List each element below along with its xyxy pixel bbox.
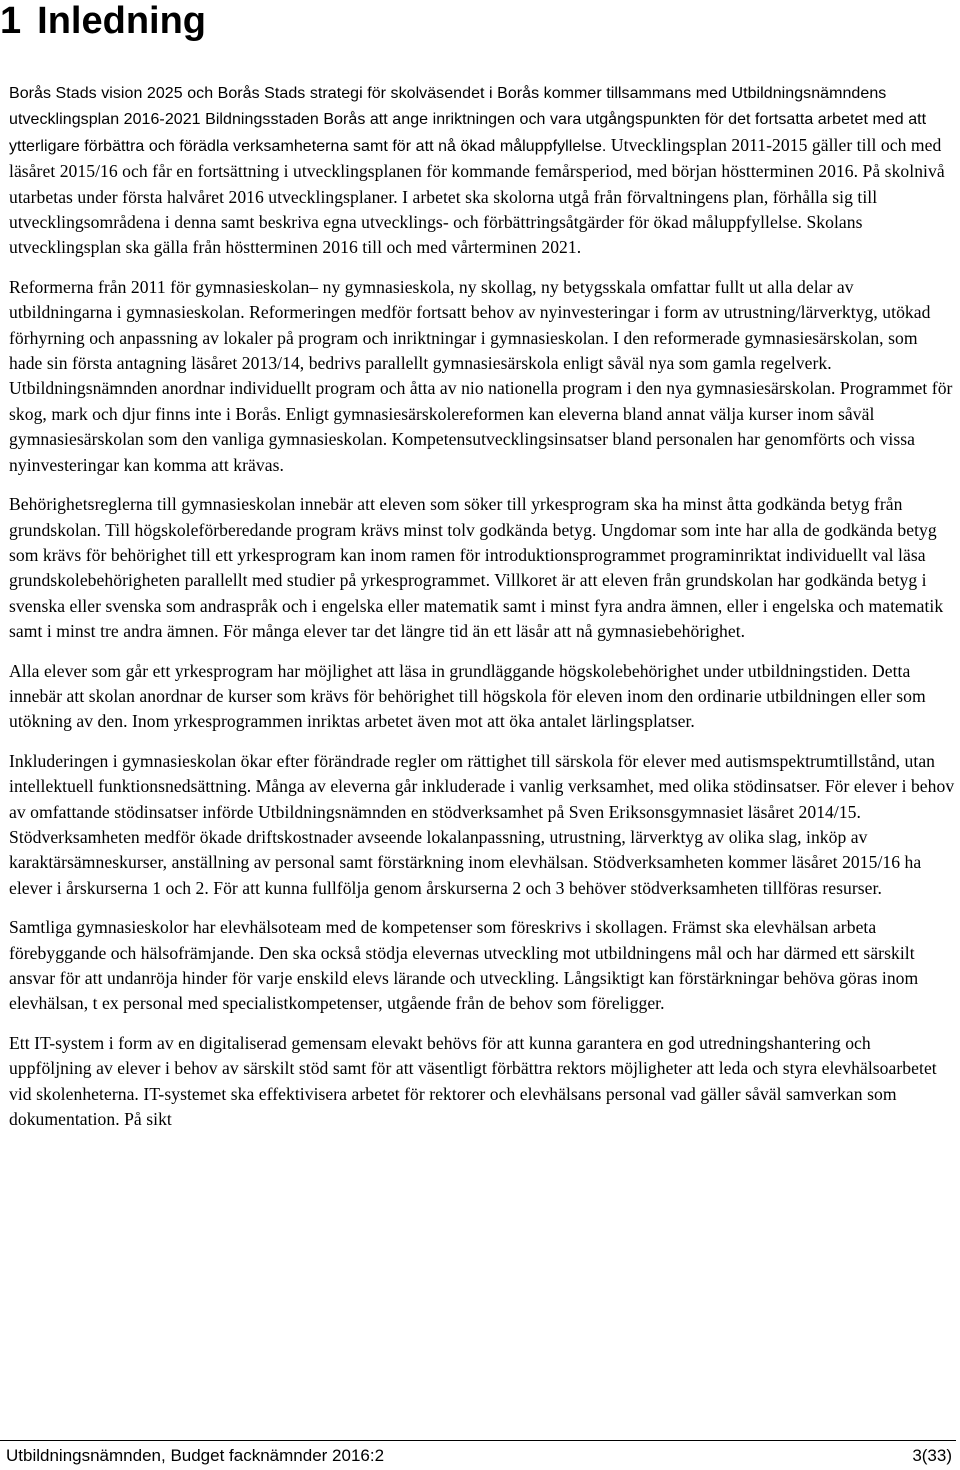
paragraph-3: Behörighetsreglerna till gymnasieskolan innebär att eleven som söker till yrkesprogram ska ha minst åtta godkända betyg från grundskolan. Till högskoleförberedande program krävs minst tolv godkända betyg. Ungdomar som inte har alla de godkända betyg som krävs för behörighet till ett yrkesprogram kan inom ramen för introduktionsprogrammet programinriktat individuellt val läsa grundskolebehörigheten parallellt med studier på yrkesprogrammet. Villkoret är att eleven från grundskolan har godkända betyg i svenska eller svenska som andraspråk och i engelska eller matematik samt i minst fyra andra ämnen, eller i engelska och matematik samt i minst tre andra ämnen. För många elever tar det längre tid än ett läsår att nå gymnasiebehörighet. bbox=[9, 494, 944, 642]
paragraph-1 bbox=[9, 80, 955, 261]
heading-title: Inledning bbox=[37, 0, 207, 42]
paragraph-7: Ett IT-system i form av en digitaliserad gemensam elevakt behövs för att kunna garantera en god utredningshantering och uppföljning av elever i behov av särskilt stöd samt för att väsentligt förbättra rektors möjligheter att leda och styra elevhälsoarbetet vid skolenheterna. IT-systemet ska effektivisera arbetet för rektorer och elevhälsans personal vad gäller såväl samverkan som dokumentation. På sikt bbox=[9, 1032, 937, 1130]
paragraph-2: Reformerna från 2011 för gymnasieskolan– ny gymnasieskola, ny skollag, ny betygsskala omfattar fullt ut alla delar av utbildningarna i gymnasieskolan. Reformeringen medför fortsatt behov av nyinvesteringar i form av utrustning/lärverktyg, utökad förhyrning och anpassning av lokaler på program och inriktningar i gymnasieskolan. I den reformerade gymnasiesärskolan, som hade sin första antagning läsåret 2013/14, bedrivs parallellt gymnasiesärskola enligt såväl nya som gamla regelverk. Utbildningsnämnden anordnar individuellt program och åtta av nio nationella program i den nya gymnasiesärskolan. Programmet för skog, mark och djur finns inte i Borås. Enligt gymnasiesärskolereformen kan eleverna bland annat välja kurser inom såväl gymnasiesärskolan som den vanliga gymnasieskolan. Kompetensutvecklingsinsatser bland personalen har genomförts och vissa nyinvesteringar kan komma att krävas. bbox=[9, 276, 953, 475]
heading-number: 1 bbox=[0, 0, 22, 42]
paragraph-4: Alla elever som går ett yrkesprogram har möjlighet att läsa in grundläggande högskolebehörighet under utbildningstiden. Detta innebär att skolan anordnar de kurser som krävs för behörighet till högskola för eleven inom den ordinarie utbildningen eller som utökning av den. Inom yrkesprogrammen inriktas arbetet även mot att öka antalet lärlingsplatser. bbox=[9, 660, 926, 732]
paragraph-5: Inkluderingen i gymnasieskolan ökar efter förändrade regler om rättighet till särskola för elever med autismspektrumtillstånd, utan intellektuell funktionsnedsättning. Många av eleverna går inkluderade i vanlig verksamhet, med olika stödinsatser. För elever i behov av omfattande stödinsatser införde Utbildningsnämnden en stödverksamhet på Sven Eriksonsgymnasiet läsåret 2014/15. Stödverksamheten medför ökade driftskostnader avseende lokalanpassning, utrustning, lärverktyg av olika slag, inköp av karaktärsämneskurser, anställning av personal samt förstärkning inom elevhälsan. Stödverksamheten kommer läsåret 2015/16 ha elever i årskurserna 1 och 2. För att kunna fullfölja genom årskurserna 2 och 3 behöver stödverksamheten tillföras resurser. bbox=[9, 750, 955, 898]
body-text bbox=[9, 80, 955, 1146]
paragraph-1-text: Utvecklingsplan 2011-2015 gäller till och med läsåret 2015/16 och får en fortsättning i utvecklingsplanen för kommande femårsperiod, med början höstterminen 2016. På skolnivå utarbetas under första halvåret 2016 utvecklingsplaner. I arbetet ska skolorna utgå från förvaltningens plan, förhålla sig till utvecklingsområdena i denna samt beskriva egna utvecklings- och förbättringsåtgärder för ökad måluppfyllelse. Skolans utvecklingsplan ska gälla från höstterminen 2016 till och med vårterminen 2021. bbox=[9, 134, 945, 258]
page-footer bbox=[0, 1440, 956, 1469]
page-number: 3(33) bbox=[912, 1446, 952, 1465]
footer-title: Utbildningsnämnden, Budget facknämnder 2016:2 bbox=[6, 1446, 385, 1465]
paragraph-1-intro: Borås Stads vision 2025 och Borås Stads strategi för skolväsendet i Borås kommer tillsammans med Utbildningsnämndens utvecklingsplan 2016-2021 Bildningsstaden Borås att ange inriktningen och vara utgångspunkten för det fortsatta arbetet med att ytterligare förbättra och förädla verksamheterna samt för att nå ökad måluppfyllelse. bbox=[9, 85, 927, 155]
page-title bbox=[0, 0, 206, 42]
paragraph-6: Samtliga gymnasieskolor har elevhälsoteam med de kompetenser som föreskrivs i skollagen. Främst ska elevhälsan arbeta förebyggande och hälsofrämjande. Den ska också stödja elevernas utveckling mot utbildningens mål och har därmed ett särskilt ansvar för att undanröja hinder för varje enskild elevs lärande och utveckling. Långsiktigt kan förstärkningar behöva göras inom elevhälsan, t ex personal med specialistkompetenser, utgående från de behov som föreligger. bbox=[9, 917, 919, 1014]
